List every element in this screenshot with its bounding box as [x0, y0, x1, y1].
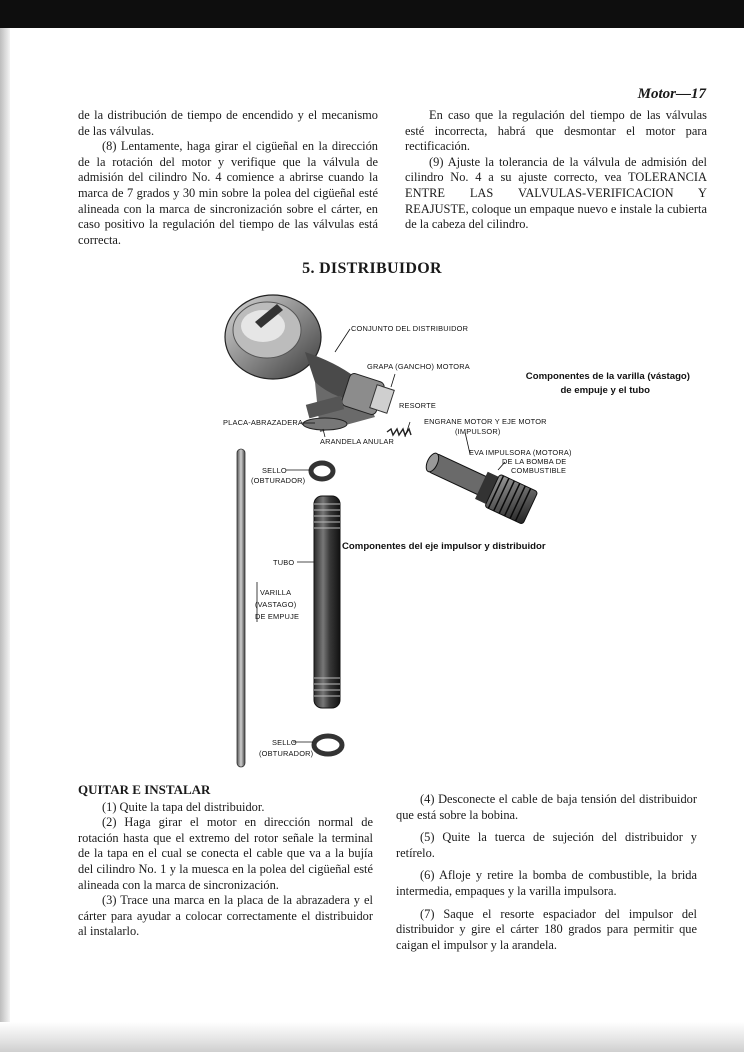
seal-bottom [314, 736, 342, 754]
label-arandela: ARANDELA ANULAR [320, 437, 395, 446]
label-sello-bot-1: SELLO [272, 738, 297, 747]
label-sello-top-1: SELLO [262, 466, 287, 475]
label-resorte: RESORTE [399, 401, 436, 410]
paragraph: En caso que la regulación del tiempo de las válvulas esté incorrecta, habrá que desmontar el motor para rectificación. [405, 108, 707, 154]
label-tubo: TUBO [273, 558, 295, 567]
page-header: Motor—17 [637, 86, 706, 102]
caption-varilla-line2: de empuje y el tubo [560, 385, 650, 396]
top-left-column [78, 108, 378, 248]
subheading: QUITAR E INSTALAR [78, 782, 211, 797]
paragraph: de la distribución de tiempo de encendido y el mecanismo de las válvulas. [78, 108, 378, 138]
caption-varilla-line1: Componentes de la varilla (vástago) [525, 371, 690, 382]
distributor-illustration [215, 282, 715, 778]
label-sello-bot-2: (OBTURADOR) [259, 749, 314, 758]
bottom-left-column [78, 782, 373, 940]
paragraph: (8) Lentamente, haga girar el cigüeñal en la dirección de la rotación del motor y verifique que la válvula de admisión del cilindro No. 4 comience a abrirse cuando la marca de 7 grados y 30 min sobre la polea del cigüeñal esté alineada con la marca de sincronización sobre el cárter, en caso positivo la regulación del tiempo de las válvulas está correcta. [78, 139, 378, 247]
distributor-figure [215, 282, 715, 778]
scan-left-edge [0, 28, 10, 1052]
label-placa: PLACA-ABRAZADERA [223, 418, 304, 427]
paragraph: (4) Desconecte el cable de baja tensión del distribuidor que está sobre la bobina. [396, 792, 697, 822]
label-varilla-3: DE EMPUJE [255, 612, 300, 621]
label-eva-1: EVA IMPULSORA (MOTORA) [469, 448, 572, 457]
bottom-right-column [396, 792, 697, 953]
scan-top-border [0, 0, 744, 28]
tube [314, 496, 340, 708]
label-engrane-1: ENGRANE MOTOR Y EJE MOTOR [424, 417, 547, 426]
paragraph: (7) Saque el resorte espaciador del impulsor del distribuidor y gire el cárter 180 grados para permitir que caigan el impulsor y la arandela. [396, 906, 697, 952]
push-rod [237, 449, 245, 767]
paragraph: (1) Quite la tapa del distribuidor. [102, 799, 265, 814]
paragraph: (6) Afloje y retire la bomba de combustible, la brida intermedia, empaques y la varilla impulsora. [396, 868, 697, 898]
paragraph: (9) Ajuste la tolerancia de la válvula de admisión del cilindro No. 4 a su ajuste correcto, vea TOLERANCIA ENTRE LAS VALVULAS-VERIFICACION Y REAJUSTE, coloque un empaque nuevo e instale la cubierta de la cabeza del cilindro. [405, 154, 707, 232]
section-title: 5. DISTRIBUIDOR [302, 260, 442, 277]
scan-bottom-edge [0, 1022, 744, 1052]
label-varilla-2: (VASTAGO) [255, 600, 297, 609]
label-eva-3: COMBUSTIBLE [511, 466, 567, 475]
top-right-column [405, 108, 707, 233]
paragraph: (3) Trace una marca en la placa de la abrazadera y el cárter para ayudar a colocar correctamente el distribuidor al instalarlo. [78, 893, 373, 939]
label-conjunto: CONJUNTO DEL DISTRIBUIDOR [351, 324, 469, 333]
label-eva-2: DE LA BOMBA DE [502, 457, 567, 466]
paragraph: (5) Quite la tuerca de sujeción del distribuidor y retírelo. [396, 830, 697, 860]
label-varilla-1: VARILLA [260, 588, 292, 597]
paragraph: (2) Haga girar el motor en dirección normal de rotación hasta que el extremo del rotor señale la terminal de la tapa en el cual se conecta el cable que va a la bujía del cilindro No. 1 y la muesca en la polea del cigüeñal esté alineada con la marca de sincronización. [78, 815, 373, 892]
label-grapa: GRAPA (GANCHO) MOTORA [367, 362, 470, 371]
caption-eje: Componentes del eje impulsor y distribuidor [342, 541, 546, 552]
label-engrane-2: (IMPULSOR) [455, 427, 501, 436]
seal-top [311, 463, 333, 479]
label-sello-top-2: (OBTURADOR) [251, 476, 306, 485]
